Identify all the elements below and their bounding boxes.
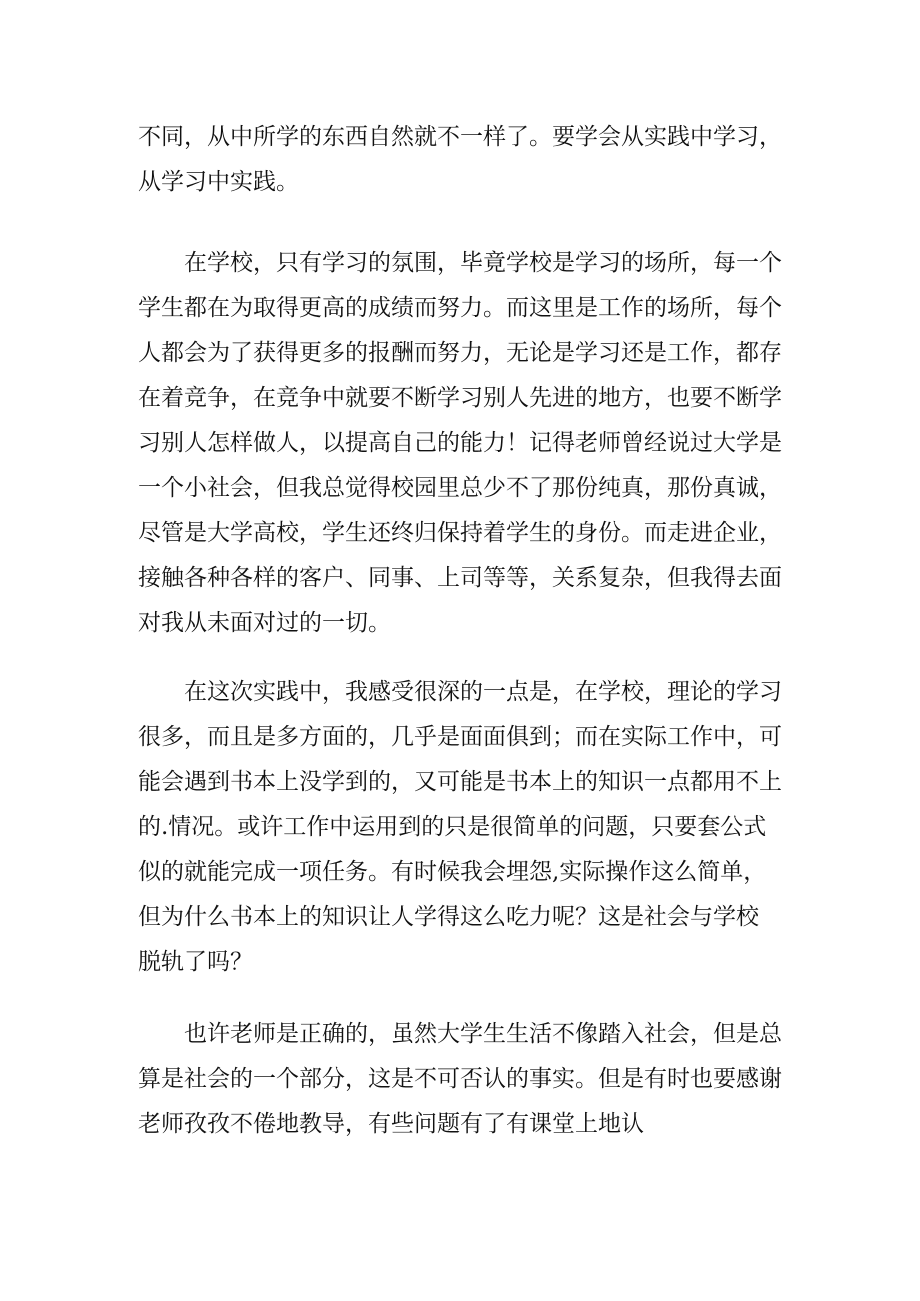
text-line: 在学校，只有学习的氛围，毕竟学校是学习的场所，每一个	[184, 250, 782, 276]
text-line: 不同，从中所学的东西自然就不一样了。要学会从实践中学习，	[138, 124, 782, 150]
text-line: 在着竞争，在竞争中就要不断学习别人先进的地方，也要不断学	[138, 385, 782, 411]
text-line: 但为什么书本上的知识让人学得这么吃力呢？这是社会与学校	[138, 904, 759, 930]
text-line: 在这次实践中，我感受很深的一点是，在学校，理论的学习	[184, 679, 782, 705]
text-line: 也许老师是正确的，虽然大学生生活不像踏入社会，但是总	[184, 1021, 782, 1047]
text-line: 脱轨了吗？	[138, 949, 253, 975]
paragraph-4	[138, 1012, 788, 1147]
text-line: 的.情况。或许工作中运用到的只是很简单的问题，只要套公式	[138, 814, 767, 840]
paragraph-1	[138, 115, 788, 205]
text-line: 学生都在为取得更高的成绩而努力。而这里是工作的场所，每个	[138, 295, 782, 321]
text-line: 人都会为了获得更多的报酬而努力，无论是学习还是工作，都存	[138, 340, 782, 366]
paragraph-2	[138, 241, 788, 646]
text-line: 老师孜孜不倦地教导，有些问题有了有课堂上地认	[138, 1111, 644, 1137]
text-line: 习别人怎样做人，以提高自己的能力！记得老师曾经说过大学是	[138, 430, 782, 456]
text-line: 算是社会的一个部分，这是不可否认的事实。但是有时也要感谢	[138, 1066, 782, 1092]
text-line: 对我从未面对过的一切。	[138, 610, 391, 636]
text-line: 接触各种各样的客户、同事、上司等等，关系复杂，但我得去面	[138, 565, 782, 591]
text-line: 一个小社会，但我总觉得校园里总少不了那份纯真，那份真诚，	[138, 475, 782, 501]
text-line: 从学习中实践。	[138, 169, 299, 195]
text-line: 尽管是大学高校，学生还终归保持着学生的身份。而走进企业，	[138, 520, 782, 546]
text-line: 很多，而且是多方面的，几乎是面面俱到；而在实际工作中，可	[138, 724, 782, 750]
text-line: 似的就能完成一项任务。有时候我会埋怨,实际操作这么简单，	[138, 859, 767, 885]
paragraph-3	[138, 670, 788, 985]
text-line: 能会遇到书本上没学到的，又可能是书本上的知识一点都用不上	[138, 769, 782, 795]
